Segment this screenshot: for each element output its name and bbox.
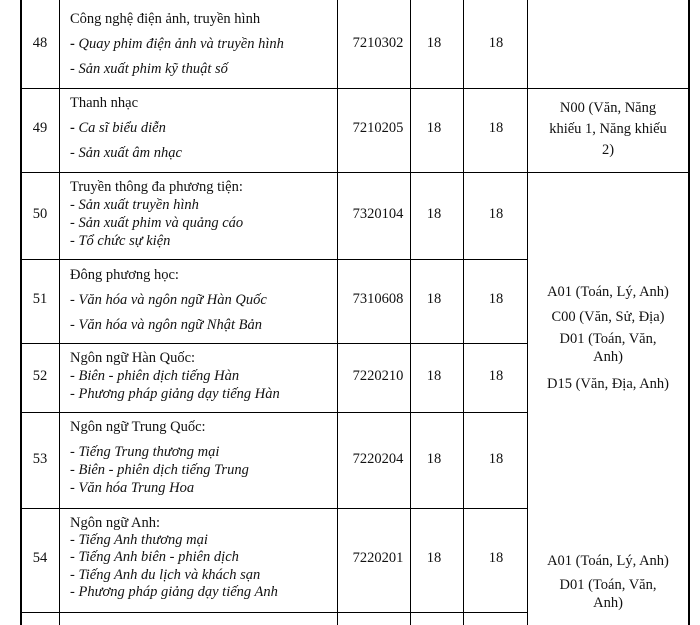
specialization: - Sản xuất phim và quảng cáo <box>70 215 244 231</box>
row-number: 50 <box>32 206 48 222</box>
major-code: 7210302 <box>352 35 404 51</box>
specialization: - Biên - phiên dịch tiếng Hàn <box>70 368 240 384</box>
grid-line <box>20 412 528 413</box>
specialization: - Văn hóa và ngôn ngữ Nhật Bản <box>70 317 262 333</box>
specialization: - Văn hóa và ngôn ngữ Hàn Quốc <box>70 292 267 308</box>
grid-line <box>20 88 528 89</box>
quota-a: 18 <box>426 206 442 222</box>
specialization: - Tổ chức sự kiện <box>70 233 171 249</box>
row-number: 48 <box>32 35 48 51</box>
specialization: - Tiếng Trung thương mại <box>70 444 220 460</box>
grid-line <box>20 508 528 509</box>
specialization: - Ca sĩ biểu diễn <box>70 120 166 136</box>
quota-a: 18 <box>426 368 442 384</box>
quota-b: 18 <box>488 451 504 467</box>
combo-item: D15 (Văn, Địa, Anh) <box>546 376 670 392</box>
combo-item: D01 (Toán, Văn, Anh) <box>559 331 657 365</box>
grid-line <box>527 172 690 173</box>
row-number: 51 <box>32 291 48 307</box>
major-code: 7220201 <box>352 550 404 566</box>
major-code: 7220204 <box>352 451 404 467</box>
specialization: - Phương pháp giảng dạy tiếng Anh <box>70 584 278 600</box>
specialization: - Tiếng Anh du lịch và khách sạn <box>70 567 261 583</box>
grid-line <box>688 0 690 625</box>
combo-n00: N00 (Văn, Năng khiếu 1, Năng khiếu 2) <box>549 100 667 158</box>
specialization: - Quay phim điện ảnh và truyền hình <box>70 36 284 52</box>
major-name: Truyền thông đa phương tiện: <box>70 179 243 195</box>
specialization: - Phương pháp giảng dạy tiếng Hàn <box>70 386 280 402</box>
combo-item: A01 (Toán, Lý, Anh) <box>547 553 669 569</box>
major-name: Ngôn ngữ Anh: <box>70 515 161 531</box>
grid-line <box>20 612 528 613</box>
major-name: Ngôn ngữ Hàn Quốc: <box>70 350 196 366</box>
specialization: - Tiếng Anh thương mại <box>70 532 208 548</box>
row-number: 53 <box>32 451 48 467</box>
major-code: 7220210 <box>352 368 404 384</box>
grid-line <box>337 0 338 625</box>
quota-a: 18 <box>426 291 442 307</box>
grid-line <box>20 343 528 344</box>
quota-a: 18 <box>426 120 442 136</box>
grid-line <box>527 88 690 89</box>
major-name: Công nghệ điện ảnh, truyền hình <box>70 11 261 27</box>
major-code: 7210205 <box>352 120 404 136</box>
major-code: 7320104 <box>352 206 404 222</box>
combo-item: A01 (Toán, Lý, Anh) <box>547 284 669 300</box>
major-name: Đông phương học: <box>70 267 179 283</box>
specialization: - Biên - phiên dịch tiếng Trung <box>70 462 249 478</box>
major-code: 7310608 <box>352 291 404 307</box>
quota-a: 18 <box>426 550 442 566</box>
quota-b: 18 <box>488 35 504 51</box>
specialization: - Sản xuất âm nhạc <box>70 145 182 161</box>
combo-item: C00 (Văn, Sử, Địa) <box>551 309 665 325</box>
quota-a: 18 <box>426 35 442 51</box>
grid-line <box>410 0 411 625</box>
combo-item: D01 (Toán, Văn, Anh) <box>559 577 657 611</box>
quota-b: 18 <box>488 291 504 307</box>
quota-b: 18 <box>488 206 504 222</box>
row-number: 52 <box>32 368 48 384</box>
quota-b: 18 <box>488 368 504 384</box>
specialization: - Sản xuất truyền hình <box>70 197 199 213</box>
quota-b: 18 <box>488 550 504 566</box>
specialization: - Tiếng Anh biên - phiên dịch <box>70 549 239 565</box>
quota-a: 18 <box>426 451 442 467</box>
grid-line <box>59 0 60 625</box>
specialization: - Văn hóa Trung Hoa <box>70 480 195 496</box>
grid-line <box>20 0 22 625</box>
major-name: Ngôn ngữ Trung Quốc: <box>70 419 206 435</box>
row-number: 54 <box>32 550 48 566</box>
specialization: - Sản xuất phim kỹ thuật số <box>70 61 228 77</box>
grid-line <box>20 172 528 173</box>
quota-b: 18 <box>488 120 504 136</box>
row-number: 49 <box>32 120 48 136</box>
major-name: Thanh nhạc <box>70 95 139 111</box>
grid-line <box>463 0 464 625</box>
grid-line <box>20 259 528 260</box>
